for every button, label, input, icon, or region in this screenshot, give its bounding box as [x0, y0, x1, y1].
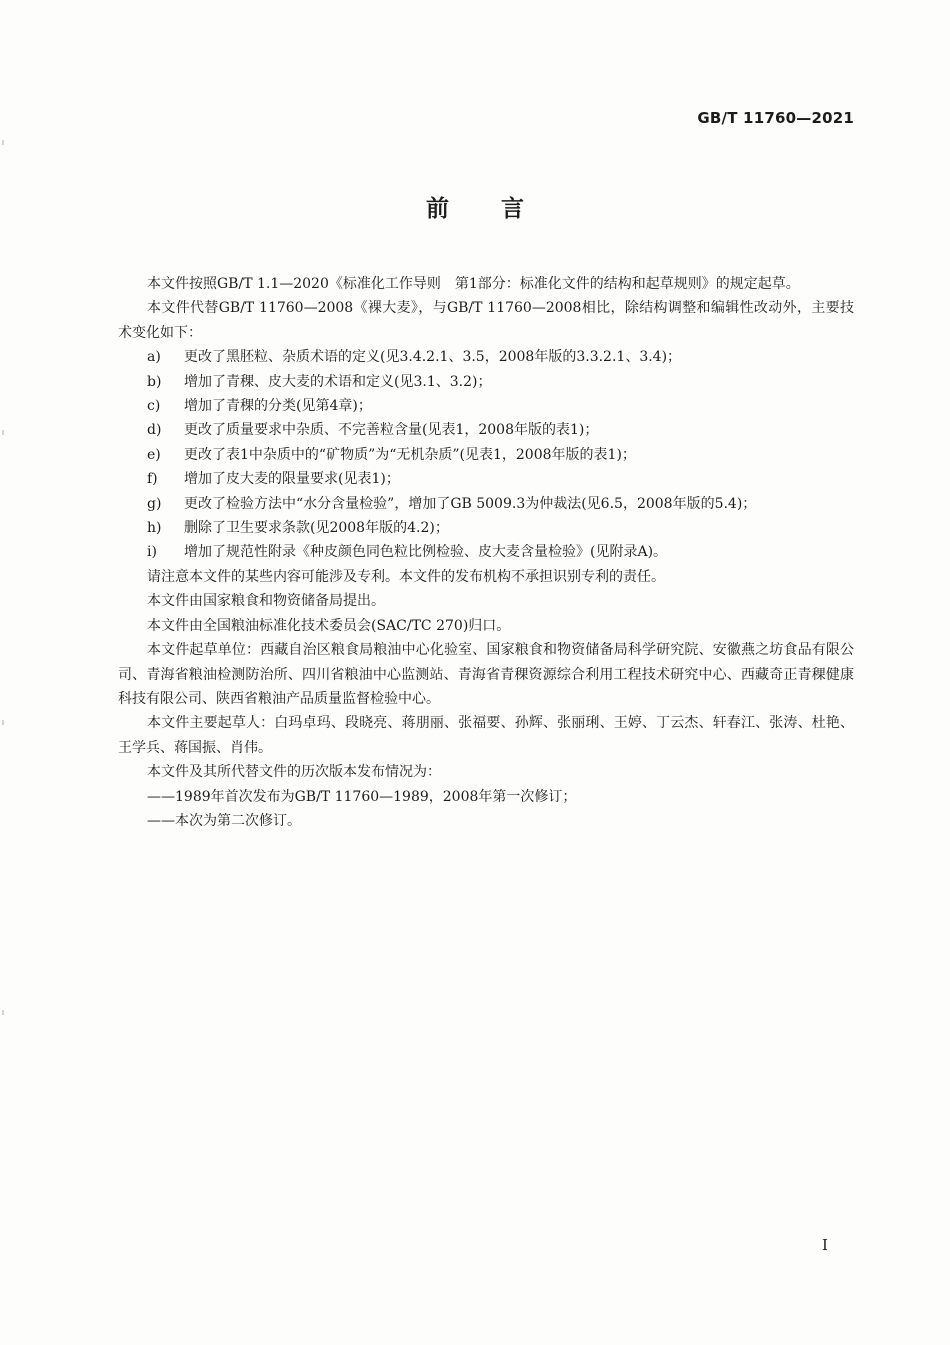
change-item-text: 增加了青稞、皮大麦的术语和定义(见3.1、3.2)； [184, 373, 492, 390]
change-item [118, 418, 854, 442]
change-item-marker: d) [147, 422, 162, 439]
change-item [118, 370, 854, 394]
paragraph-patent-notice: 请注意本文件的某些内容可能涉及专利。本文件的发布机构不承担识别专利的责任。 [147, 568, 665, 585]
change-item-text: 增加了青稞的分类(见第4章)； [184, 398, 372, 415]
change-item-marker: f) [147, 471, 158, 488]
change-item-text: 更改了黑胚粒、杂质术语的定义(见3.4.2.1、3.5，2008年版的3.3.2.1、3.4)； [184, 349, 682, 366]
standard-number: GB/T 11760—2021 [697, 109, 854, 127]
paragraph-drafting-units: 本文件起草单位：西藏自治区粮食局粮油中心化验室、国家粮食和物资储备局科学研究院、安徽燕之坊食品有限公司、青海省粮油检测防治所、四川省粮油中心监测站、青海省青稞资源综合利用工程技术研究中心、西藏奇正青稞健康科技有限公司、陕西省粮油产品质量监督检验中心。 [118, 642, 854, 707]
scan-edge-mark [2, 720, 4, 725]
change-item-marker: c) [147, 398, 161, 415]
paragraph-history-intro: 本文件及其所代替文件的历次版本发布情况为： [147, 764, 441, 781]
change-item-text: 更改了表1中杂质中的“矿物质”为“无机杂质”(见表1，2008年版的表1)； [184, 446, 636, 463]
scan-edge-mark [2, 1010, 4, 1015]
preface-body [118, 272, 854, 833]
change-item [118, 467, 854, 491]
paragraph-drafters: 本文件主要起草人：白玛卓玛、段晓亮、蒋朋丽、张福要、孙辉、张丽琍、王婷、丁云杰、轩春江、张涛、杜艳、王学兵、蒋国振、肖伟。 [118, 715, 854, 756]
paragraph-jurisdiction: 本文件由全国粮油标准化技术委员会(SAC/TC 270)归口。 [147, 617, 511, 634]
scan-edge-mark [2, 140, 4, 145]
change-item-text: 删除了卫生要求条款(见2008年版的4.2)； [184, 520, 449, 537]
history-item: ——1989年首次发布为GB/T 11760—1989，2008年第一次修订； [147, 788, 577, 805]
change-item-marker: i) [147, 544, 157, 561]
change-item [118, 540, 854, 564]
change-item [118, 443, 854, 467]
scan-edge-mark [2, 430, 4, 435]
change-item-text: 更改了质量要求中杂质、不完善粒含量(见表1，2008年版的表1)； [184, 422, 599, 439]
change-item-marker: e) [147, 446, 161, 463]
change-item-marker: b) [147, 373, 162, 390]
change-item-text: 增加了规范性附录《种皮颜色同色粒比例检验、皮大麦含量检验》(见附录A)。 [184, 544, 668, 561]
paragraph-proposed-by: 本文件由国家粮食和物资储备局提出。 [147, 593, 385, 610]
change-item-text: 增加了皮大麦的限量要求(见表1)； [184, 471, 400, 488]
change-item [118, 394, 854, 418]
history-item: ——本次为第二次修订。 [147, 812, 301, 829]
change-item-marker: h) [147, 520, 162, 537]
change-item-text: 更改了检验方法中“水分含量检验”，增加了GB 5009.3为仲裁法(见6.5，2008年版的5.4)； [184, 495, 757, 512]
change-item [118, 516, 854, 540]
paragraph-drafting-rules: 本文件按照GB/T 1.1—2020《标准化工作导则 第1部分：标准化文件的结构和起草规则》的规定起草。 [147, 276, 800, 292]
change-item [118, 345, 854, 369]
page-number: I [822, 1236, 828, 1254]
change-item-marker: g) [147, 495, 162, 512]
paragraph-replacement: 本文件代替GB/T 11760—2008《裸大麦》，与GB/T 11760—2008相比，除结构调整和编辑性改动外，主要技术变化如下： [118, 300, 854, 341]
page-title: 前言 [426, 196, 576, 222]
change-item [118, 492, 854, 516]
change-item-marker: a) [147, 349, 161, 366]
